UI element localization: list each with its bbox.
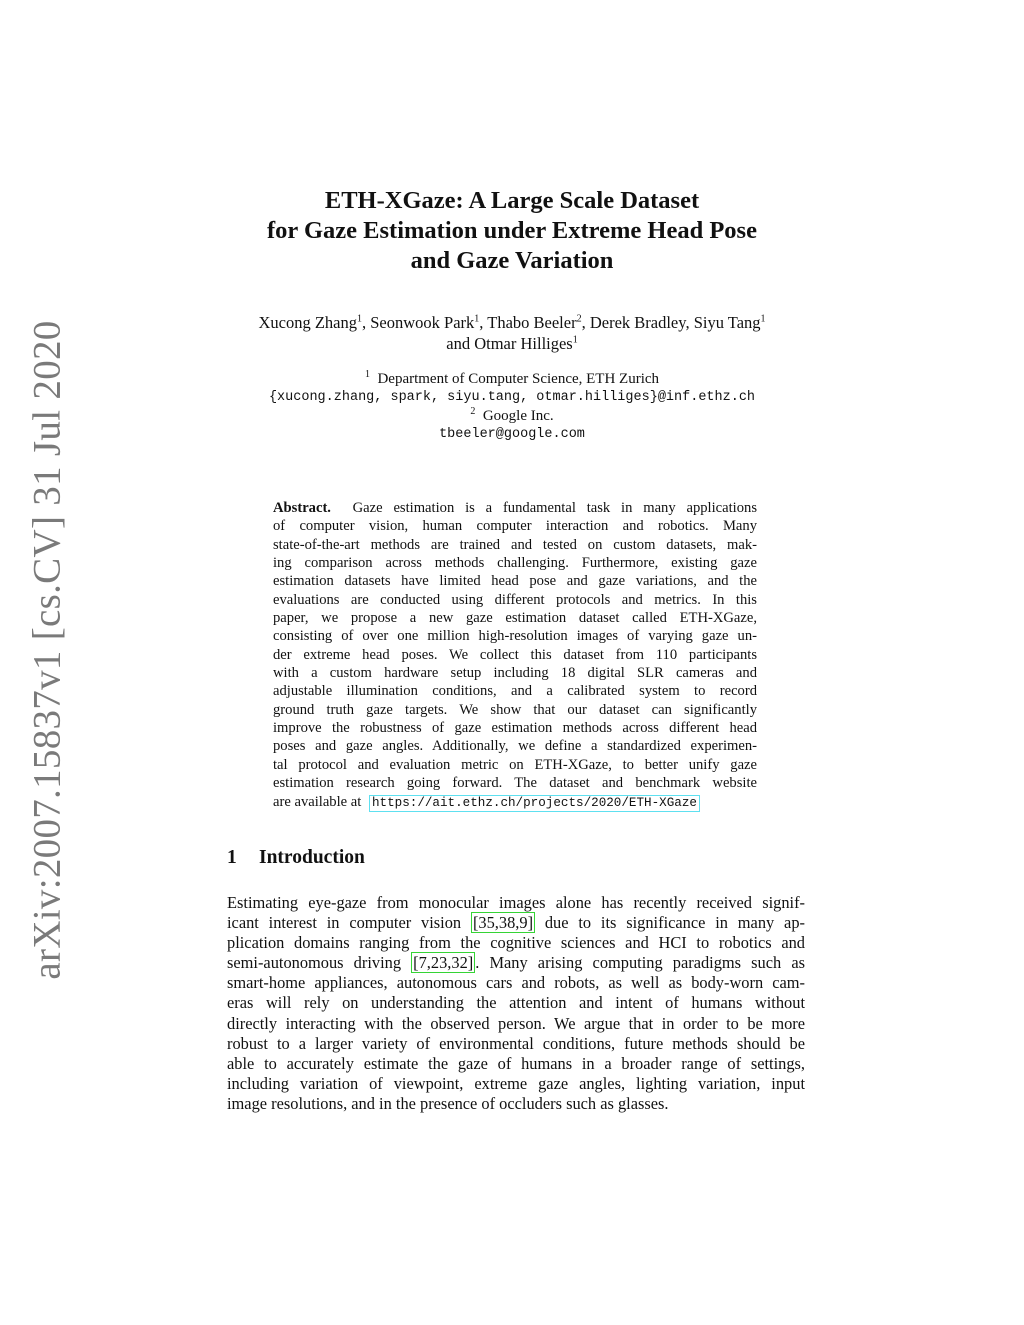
abstract-line: state-of-the-art methods are trained and tested on custom datasets, mak- [273, 536, 757, 553]
intro-line: semi-autonomous driving [7,23,32] . Many arising computing paradigms such as [227, 953, 805, 973]
intro-line: Estimating eye-gaze from monocular images alone has recently received signif- [227, 893, 805, 912]
affiliation-google-email: tbeeler@google.com [439, 426, 585, 442]
abstract-line: ing comparison across methods challenging. Furthermore, existing gaze [273, 555, 757, 572]
dataset-website-link[interactable]: https://ait.ethz.ch/projects/2020/ETH-XGaze [369, 795, 700, 812]
abstract-line: with a custom hardware setup including 18 digital SLR cameras and [273, 665, 757, 682]
author-line-1: Xucong Zhang$^1$, Seonwook Park$^1$, Thabo Beeler$^2$, Derek Bradley, Siyu Tang$^1$ [258, 313, 766, 332]
intro-line: directly interacting with the observed person. We argue that in order to be more [227, 1013, 805, 1033]
author-affiliation-mark: 1 [474, 313, 480, 325]
intro-line: robust to a larger variety of environmental conditions, future methods should be [227, 1033, 805, 1053]
author-line-2: and Otmar Hilliges$^1$ [446, 334, 578, 353]
citation-link[interactable]: [7,23,32] [413, 953, 474, 973]
intro-line: able to accurately estimate the gaze of humans in a broader range of settings, [227, 1053, 805, 1073]
intro-line: plication domains ranging from the cognitive sciences and HCI to robotics and [227, 933, 805, 953]
intro-line: smart-home appliances, autonomous cars and robots, as well as body-worn cam- [227, 973, 805, 993]
introduction-paragraph [227, 893, 805, 1114]
author-affiliation-mark: 1 [572, 334, 578, 346]
author-name: Derek Bradley [589, 313, 686, 332]
arxiv-identifier: arXiv:2007.15837v1 [cs.CV] 31 Jul 2020 [25, 320, 69, 980]
author-name: Siyu Tang [693, 313, 761, 332]
affiliation-eth-emails: {xucong.zhang, spark, siyu.tang, otmar.hilliges}@inf.ethz.ch [268, 389, 756, 405]
author-list [200, 312, 824, 354]
abstract-line: estimation datasets have limited head pose and gaze variations, and the [273, 573, 757, 590]
abstract-line: evaluations are conducted using different protocols and metrics. In this [273, 591, 757, 608]
author-name: Xucong Zhang [258, 313, 357, 332]
author-name: Seonwook Park [370, 313, 475, 332]
abstract-line: of computer vision, human computer interaction and robotics. Many [273, 518, 757, 535]
abstract-line: der extreme head poses. We collect this dataset from 110 participants [273, 646, 757, 663]
abstract-line: tal protocol and evaluation metric on ETH-XGaze, to better unify gaze [273, 756, 757, 773]
author-affiliation-mark: 1 [760, 313, 766, 325]
abstract-label: Abstract. [273, 500, 331, 516]
abstract-line: consisting of over one million high-resolution images of varying gaze un- [273, 628, 757, 645]
intro-line: image resolutions, and in the presence of occluders such as glasses. [227, 1093, 669, 1113]
abstract-line: estimation research going forward. The dataset and benchmark website [273, 775, 757, 792]
section-heading-introduction [227, 847, 365, 869]
author-affiliation-mark: 1 [357, 313, 362, 325]
abstract-line: paper, we propose a new gaze estimation dataset called ETH-XGaze, [273, 610, 757, 627]
author-affiliation-mark: 2 [576, 313, 582, 325]
affiliations [200, 370, 824, 444]
abstract-line: improve the robustness of gaze estimation methods across different head [273, 720, 757, 737]
citation-link[interactable]: [35,38,9] [472, 913, 534, 933]
author-name: Otmar Hilliges [474, 334, 573, 353]
abstract-line: ground truth gaze targets. We show that our dataset can significantly [273, 701, 757, 718]
author-name: Thabo Beeler [487, 313, 577, 332]
abstract [273, 499, 757, 812]
intro-line: icant interest in computer vision [35,38,9] due to its significance in many ap- [227, 913, 805, 933]
arxiv-sidebar [22, 320, 72, 980]
affiliation-eth: $^1$ Department of Computer Science, ETH Zurich [364, 369, 660, 387]
title-line: ETH-XGaze: A Large Scale Dataset [324, 187, 700, 214]
abstract-line: poses and gaze angles. Additionally, we define a standardized experimen- [273, 738, 757, 755]
intro-line: eras will rely on understanding the attention and intent of humans without [227, 993, 805, 1013]
section-number: 1 [227, 847, 237, 868]
title-line: for Gaze Estimation under Extreme Head Pose [267, 217, 757, 244]
abstract-line: adjustable illumination conditions, and a calibrated system to record [273, 683, 757, 700]
intro-line: including variation of viewpoint, extreme gaze angles, lighting variation, input [227, 1073, 805, 1093]
abstract-line: Abstract. Gaze estimation is a fundamental task in many applications [273, 500, 757, 516]
paper-title [212, 186, 812, 276]
affiliation-google: $^2$ Google Inc. [470, 406, 554, 424]
title-line: and Gaze Variation [410, 247, 614, 274]
section-title: Introduction [259, 847, 365, 868]
abstract-line: are available at https://ait.ethz.ch/projects/2020/ETH-XGaze [273, 793, 757, 812]
